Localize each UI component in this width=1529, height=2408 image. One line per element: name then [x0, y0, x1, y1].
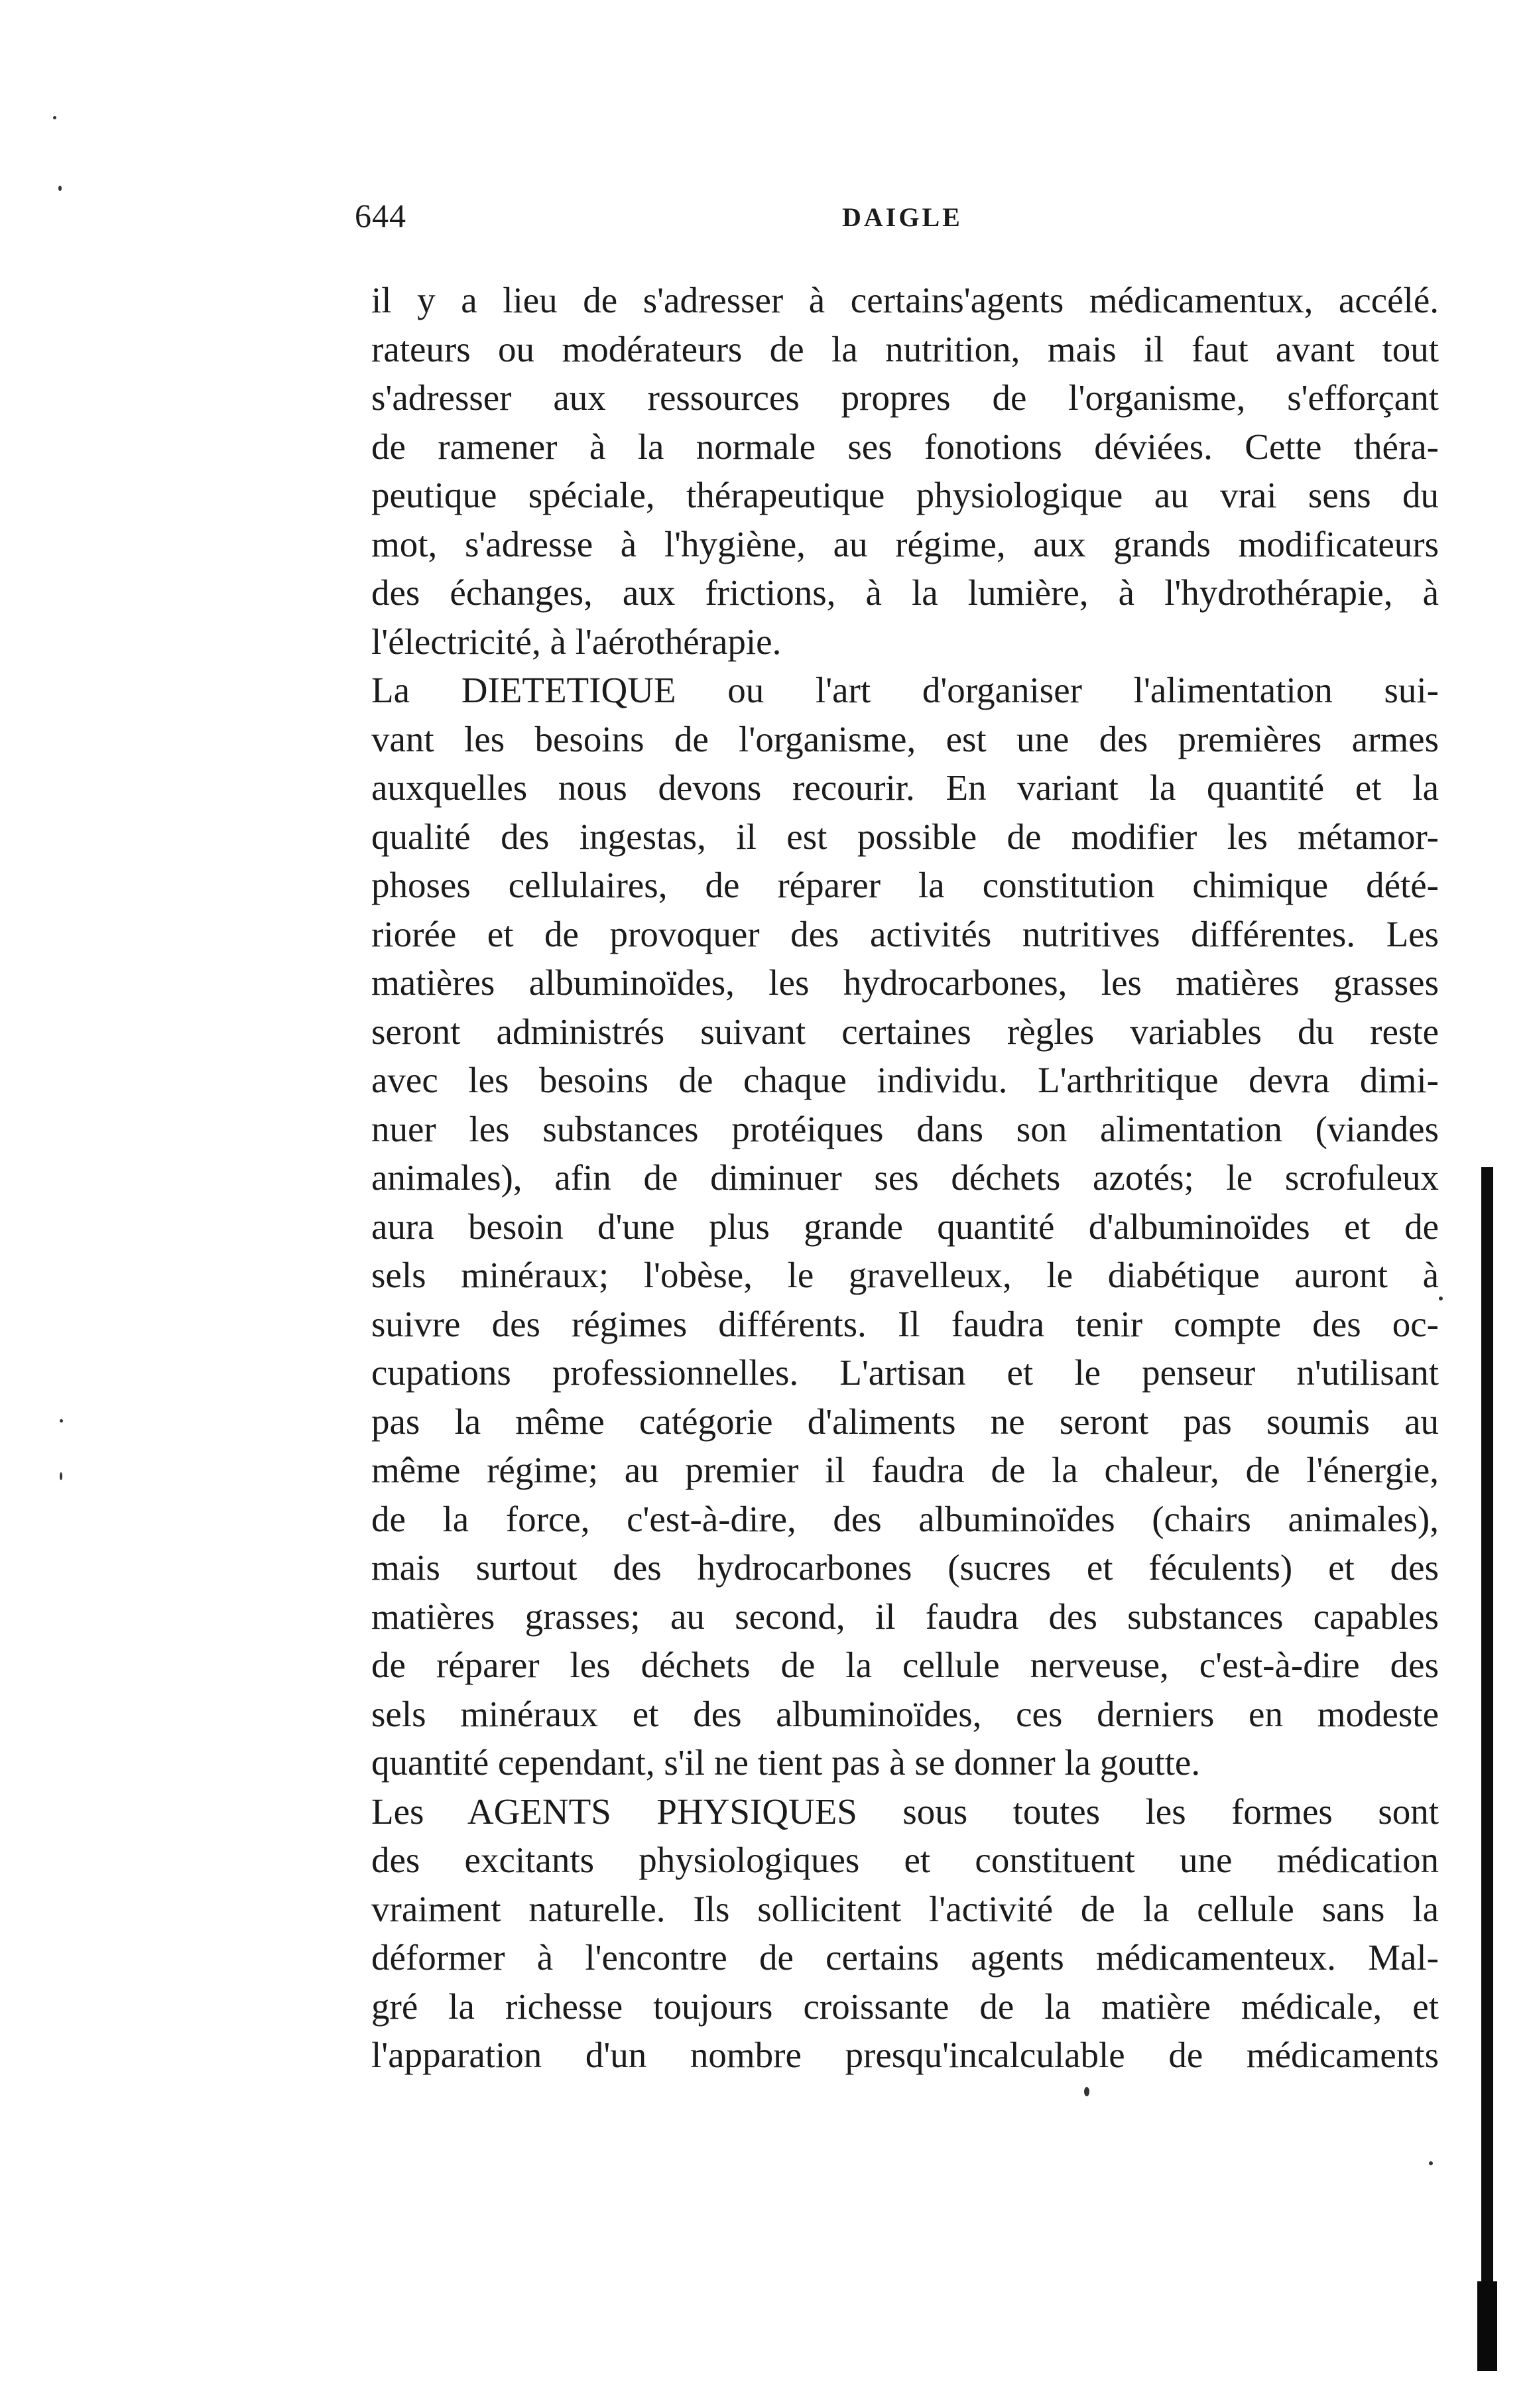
scan-speck — [1084, 2087, 1089, 2096]
scan-speck — [1429, 2161, 1433, 2165]
text-line: s'adresser aux ressources propres de l'organisme, s'efforçant — [371, 377, 1439, 418]
text-line: mot, s'adresse à l'hygiène, au régime, aux grands modificateurs — [371, 523, 1439, 564]
text-line: riorée et de provoquer des activités nutritives différentes. Les — [371, 913, 1439, 954]
scan-edge-shadow-bottom — [1477, 2281, 1497, 2371]
paragraph — [371, 1787, 1439, 2080]
text-line: aura besoin d'une plus grande quantité d'albuminoïdes et de — [371, 1206, 1439, 1247]
text-line: mais surtout des hydrocarbones (sucres et féculents) et des — [371, 1547, 1439, 1588]
paragraph — [371, 276, 1439, 666]
text-line: de ramener à la normale ses fonotions déviées. Cette théra- — [371, 426, 1439, 467]
text-line: phoses cellulaires, de réparer la constitution chimique dété- — [371, 865, 1439, 905]
text-line: gré la richesse toujours croissante de la matière médicale, et — [371, 1986, 1439, 2027]
text-line: l'apparation d'un nombre presqu'incalculable de médicaments — [371, 2035, 1439, 2075]
text-line: vraiment naturelle. Ils sollicitent l'activité de la cellule sans la — [371, 1888, 1439, 1929]
text-line: de la force, c'est-à-dire, des albuminoïdes (chairs animales), — [371, 1498, 1439, 1539]
paragraph — [371, 666, 1439, 1787]
text-line: cupations professionnelles. L'artisan et le penseur n'utilisant — [371, 1352, 1439, 1393]
scan-speck — [53, 116, 56, 119]
page-header — [355, 196, 1512, 249]
scan-speck — [58, 186, 62, 191]
text-line: des échanges, aux frictions, à la lumière, à l'hydrothérapie, à — [371, 572, 1439, 613]
running-head: DAIGLE — [842, 202, 963, 232]
text-line: sels minéraux; l'obèse, le gravelleux, le diabétique auront à — [371, 1255, 1439, 1295]
text-line: avec les besoins de chaque individu. L'arthritique devra dimi- — [371, 1060, 1439, 1100]
text-line: matières albuminoïdes, les hydrocarbones, les matières grasses — [371, 962, 1439, 1003]
text-line: des excitants physiologiques et constituent une médication — [371, 1840, 1439, 1880]
text-line: sels minéraux et des albuminoïdes, ces derniers en modeste — [371, 1693, 1439, 1734]
text-line: déformer à l'encontre de certains agents médicamenteux. Mal- — [371, 1937, 1439, 1978]
text-line: peutique spéciale, thérapeutique physiologique au vrai sens du — [371, 475, 1439, 515]
text-line: vant les besoins de l'organisme, est une des premières armes — [371, 718, 1439, 759]
text-line: animales), afin de diminuer ses déchets azotés; le scrofuleux — [371, 1157, 1439, 1198]
text-line: il y a lieu de s'adresser à certains'agents médicamentux, accélé. — [371, 280, 1439, 320]
text-line: matières grasses; au second, il faudra des substances capables — [371, 1596, 1439, 1637]
text-line: de réparer les déchets de la cellule nerveuse, c'est-à-dire des — [371, 1645, 1439, 1685]
text-line: même régime; au premier il faudra de la chaleur, de l'énergie, — [371, 1450, 1439, 1490]
text-line: quantité cependant, s'il ne tient pas à se donner la goutte. — [371, 1742, 1201, 1783]
text-line: rateurs ou modérateurs de la nutrition, mais il faut avant tout — [371, 328, 1439, 369]
text-line: l'électricité, à l'aérothérapie. — [371, 621, 782, 662]
scan-speck — [1439, 1297, 1443, 1300]
body-text — [371, 276, 1439, 2080]
text-line: qualité des ingestas, il est possible de modifier les métamor- — [371, 816, 1439, 857]
text-line: Les AGENTS PHYSIQUES sous toutes les formes sont — [371, 1791, 1439, 1832]
scan-speck — [60, 1472, 62, 1480]
text-line: pas la même catégorie d'aliments ne seront pas soumis au — [371, 1401, 1439, 1442]
scan-speck — [60, 1419, 63, 1423]
text-line: La DIETETIQUE ou l'art d'organiser l'alimentation sui- — [371, 670, 1439, 710]
page-number: 644 — [355, 197, 406, 234]
text-line: seront administrés suivant certaines règles variables du reste — [371, 1011, 1439, 1052]
text-line: suivre des régimes différents. Il faudra tenir compte des oc- — [371, 1303, 1439, 1344]
scan-edge-shadow — [1481, 1167, 1493, 2368]
text-line: nuer les substances protéiques dans son alimentation (viandes — [371, 1108, 1439, 1149]
text-line: auxquelles nous devons recourir. En variant la quantité et la — [371, 767, 1439, 808]
